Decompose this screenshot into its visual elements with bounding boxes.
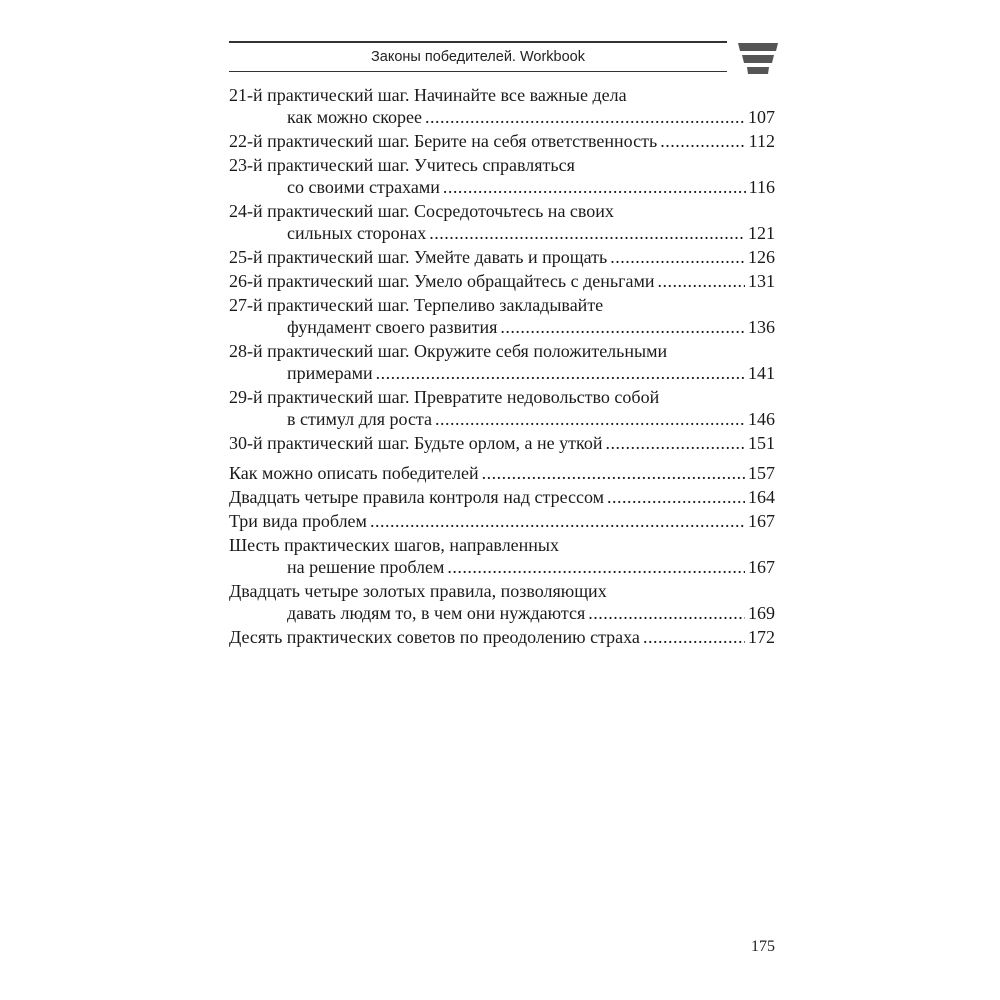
dot-leader: [610, 246, 745, 268]
toc-entry: [229, 270, 775, 292]
toc-entry-page: 167: [748, 511, 775, 531]
toc-entry-title-continued: фундамент своего развития: [287, 317, 498, 337]
toc-entry-title: Двадцать четыре правила контроля над стрессом: [229, 487, 605, 507]
dot-leader: [482, 462, 745, 484]
toc-entry: [229, 626, 775, 648]
dot-leader: [660, 130, 745, 152]
toc-entry: [229, 386, 775, 430]
dot-leader: [605, 432, 745, 454]
dot-leader: [643, 626, 745, 648]
toc-entry-page: 141: [748, 363, 775, 383]
toc-entry-page: 169: [748, 603, 775, 623]
dot-leader: [500, 316, 745, 338]
toc-entry-page: 126: [748, 247, 775, 267]
toc-entry-title: 21-й практический шаг. Начинайте все важные дела: [229, 85, 627, 105]
toc-entry-title-continued: сильных сторонах: [287, 223, 427, 243]
page-number: 175: [751, 938, 775, 955]
toc-entry-page: 157: [748, 463, 775, 483]
toc-entry: [229, 462, 775, 484]
dot-leader: [370, 510, 745, 532]
toc-entry-page: 164: [748, 487, 775, 507]
toc-entry-title: Двадцать четыре золотых правила, позволяющих: [229, 581, 607, 601]
toc-entry-title: Десять практических советов по преодолению страха: [229, 627, 640, 647]
toc-entry: [229, 200, 775, 244]
toc-entry-page: 121: [748, 223, 775, 243]
toc-entry: [229, 246, 775, 268]
toc-entry-title: Три вида проблем: [229, 511, 367, 531]
dot-leader: [607, 486, 745, 508]
toc-entry: [229, 130, 775, 152]
header-rule-top: [229, 41, 727, 43]
toc-entry-title-continued: на решение проблем: [287, 557, 445, 577]
toc-entry-title: 25-й практический шаг. Умейте давать и прощать: [229, 247, 608, 267]
toc-entry-page: 112: [748, 131, 775, 151]
toc-entry-page: 131: [748, 271, 775, 291]
stacked-bars-icon: [738, 41, 778, 77]
toc-entry-page: 116: [748, 177, 775, 197]
dot-leader: [588, 602, 745, 624]
dot-leader: [376, 362, 745, 384]
dot-leader: [429, 222, 745, 244]
toc-entry-title: 30-й практический шаг. Будьте орлом, а не уткой: [229, 433, 603, 453]
toc-entry: [229, 154, 775, 198]
toc-entry-title: 28-й практический шаг. Окружите себя положительными: [229, 341, 668, 361]
toc-entry-title: 22-й практический шаг. Берите на себя ответственность: [229, 131, 658, 151]
toc-entry: [229, 294, 775, 338]
toc-entry-title: Шесть практических шагов, направленных: [229, 535, 560, 555]
toc-entry-page: 146: [748, 409, 775, 429]
dot-leader: [447, 556, 745, 578]
toc-entry: [229, 580, 775, 624]
toc-entry: [229, 534, 775, 578]
toc-entry: [229, 84, 775, 128]
running-header-title: Законы победителей. Workbook: [371, 49, 585, 65]
toc-entry-title-continued: примерами: [287, 363, 373, 383]
toc-entry: [229, 486, 775, 508]
toc-entry: [229, 432, 775, 454]
toc-entry-title: 29-й практический шаг. Превратите недовольство собой: [229, 387, 660, 407]
header-rule-bottom: [229, 71, 727, 72]
toc-entry-title: 27-й практический шаг. Терпеливо закладывайте: [229, 295, 604, 315]
toc-entry-title-continued: как можно скорее: [287, 107, 423, 127]
dot-leader: [435, 408, 745, 430]
toc-entry-title: 23-й практический шаг. Учитесь справляться: [229, 155, 575, 175]
toc-entry-title: 24-й практический шаг. Сосредоточьтесь на своих: [229, 201, 614, 221]
toc-entry-page: 151: [748, 433, 775, 453]
toc-entry-title: 26-й практический шаг. Умело обращайтесь с деньгами: [229, 271, 655, 291]
toc-entry-page: 167: [748, 557, 775, 577]
toc-entry: [229, 510, 775, 532]
toc-entry-page: 136: [748, 317, 775, 337]
dot-leader: [425, 106, 745, 128]
toc-entry-title: Как можно описать победителей: [229, 463, 479, 483]
toc-entry-title-continued: давать людям то, в чем они нуждаются: [287, 603, 586, 623]
toc-entry: [229, 340, 775, 384]
toc-entry-page: 172: [748, 627, 775, 647]
toc-entry-page: 107: [748, 107, 775, 127]
dot-leader: [443, 176, 746, 198]
dot-leader: [657, 270, 745, 292]
toc-entry-title-continued: в стимул для роста: [287, 409, 433, 429]
toc-entry-title-continued: со своими страхами: [287, 177, 440, 197]
table-of-contents: [229, 84, 775, 650]
